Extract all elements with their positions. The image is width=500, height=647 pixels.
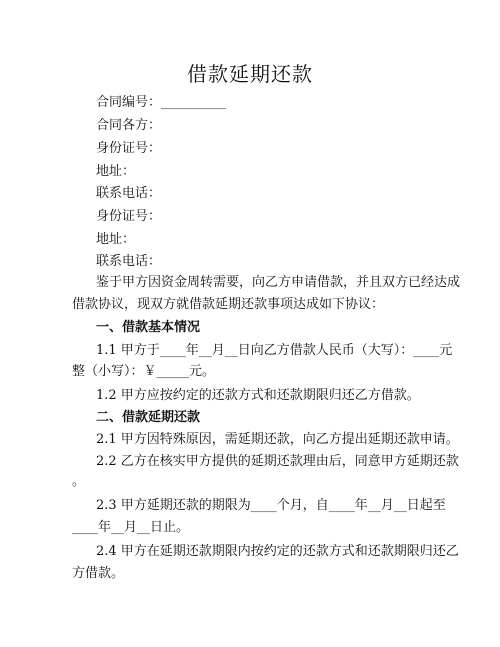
section-1-heading: 一、借款基本情况 [96,320,201,335]
clause-2-2-line-2: 。 [72,474,86,489]
section-2-heading: 二、借款延期还款 [96,410,201,425]
clause-1-1-line-1: 1.1 甲方于____年__月__日向乙方借款人民币（大写）：____元 [96,343,453,358]
clause-2-2-line-1: 2.2 乙方在核实甲方提供的延期还款理由后，同意甲方延期还款 [96,454,459,469]
clause-2-4-line-1: 2.4 甲方在延期还款期限内按约定的还款方式和还款期限归还乙 [96,544,459,559]
document-title: 借款延期还款 [187,62,313,86]
clause-2-3-line-2: ____年__月__日止。 [72,520,190,535]
intro-line-1: 鉴于甲方因资金周转需要，向乙方申请借款，并且双方已经达成 [96,275,461,290]
clause-1-1-line-2: 整（小写）：￥_____元。 [72,364,216,379]
field-address-b: 地址： [96,232,136,247]
field-id-number-b: 身份证号： [96,209,162,224]
clause-2-1: 2.1 甲方因特殊原因，需延期还款，向乙方提出延期还款申请。 [96,432,459,447]
intro-line-2: 借款协议，现双方就借款延期还款事项达成如下协议： [72,297,385,312]
field-id-number-a: 身份证号： [96,141,162,156]
clause-1-2: 1.2 甲方应按约定的还款方式和还款期限归还乙方借款。 [96,388,420,403]
field-phone-a: 联系电话： [96,186,162,201]
field-contract-number: 合同编号：__________ [96,95,227,110]
field-contract-parties: 合同各方： [96,118,162,133]
field-phone-b: 联系电话： [96,254,162,269]
field-address-a: 地址： [96,164,136,179]
clause-2-3-line-1: 2.3 甲方延期还款的期限为____个月，自____年__月__日起至 [96,498,446,513]
clause-2-4-line-2: 方借款。 [72,566,125,581]
